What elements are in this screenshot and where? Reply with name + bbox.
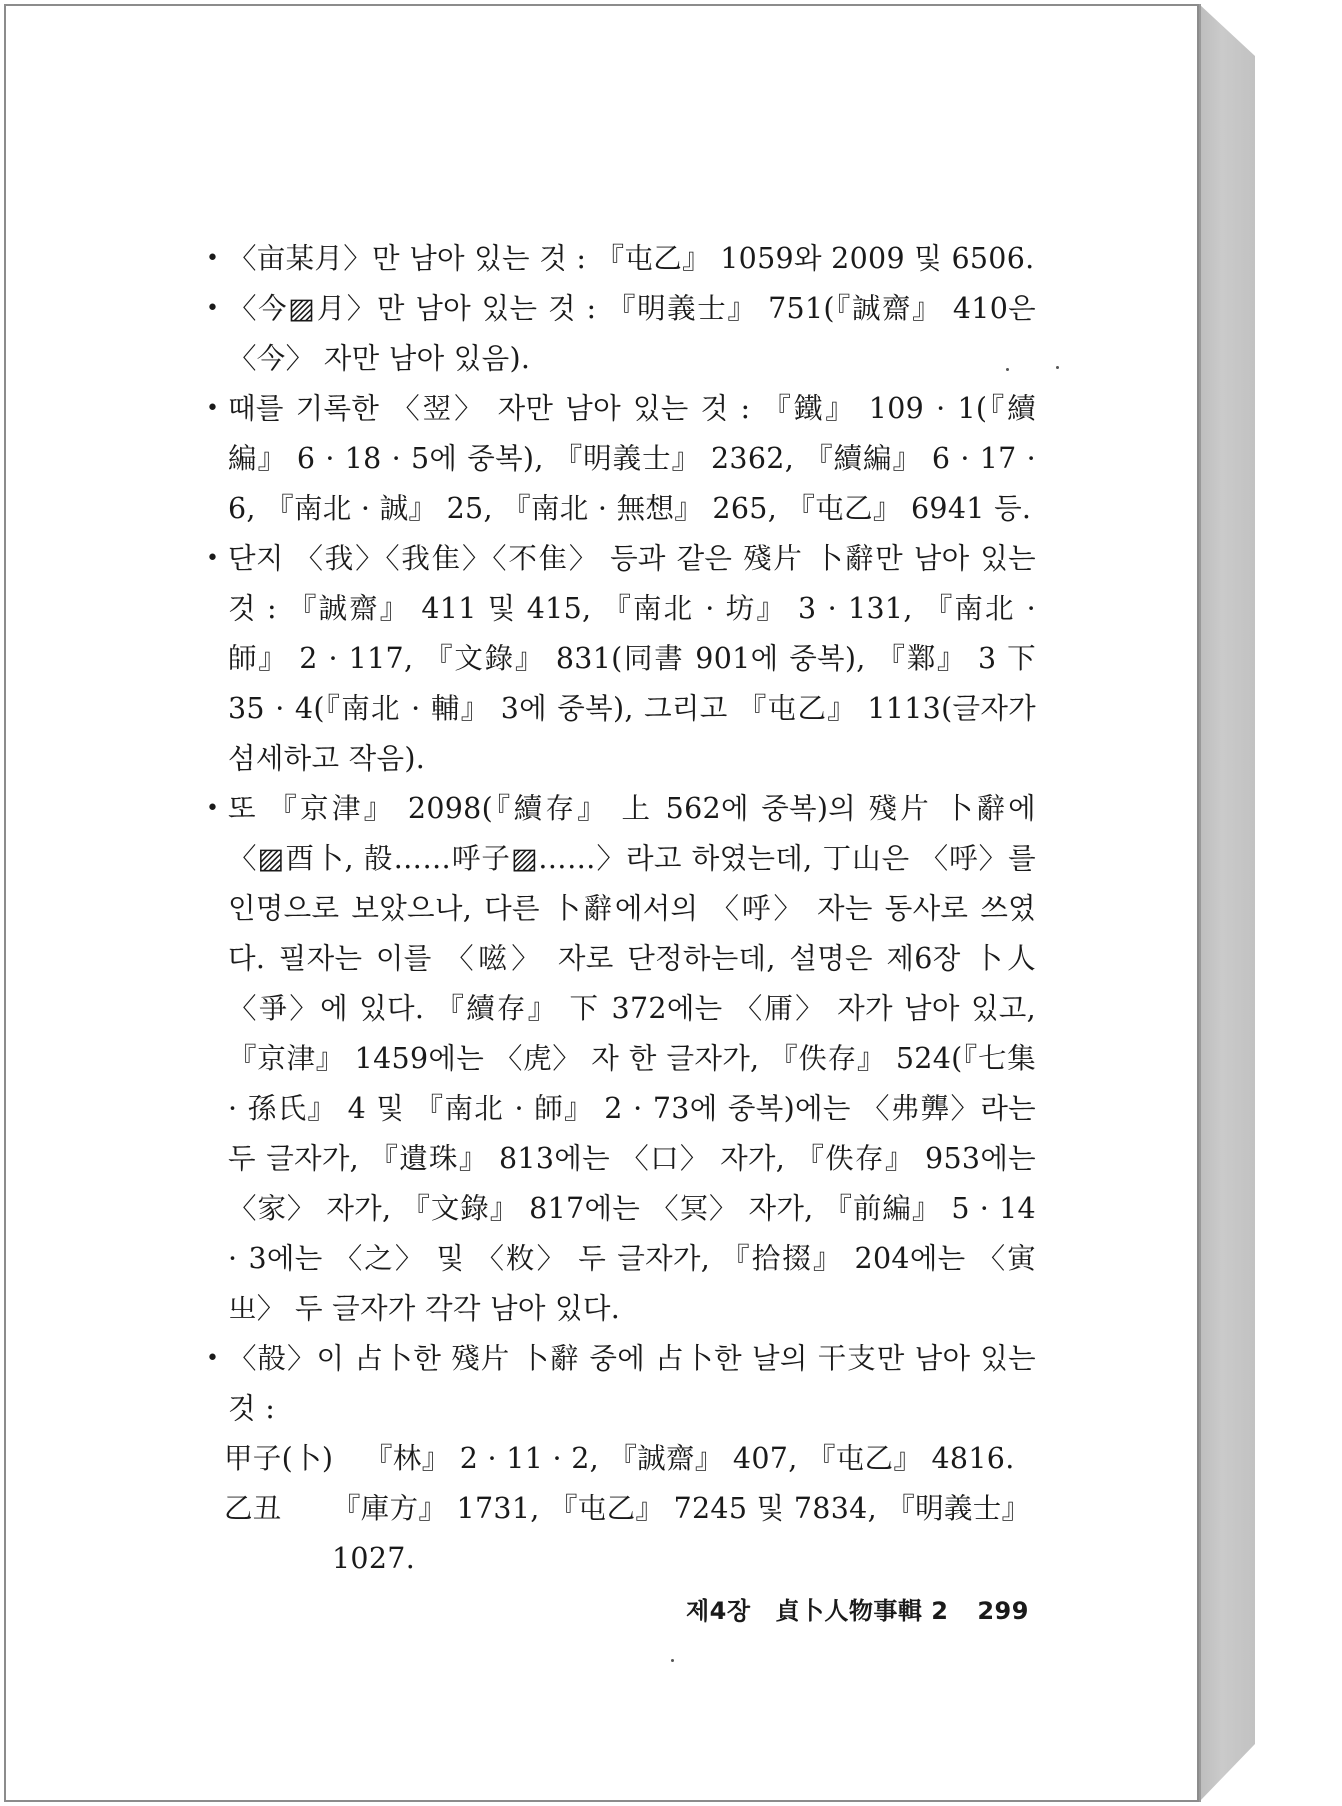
bullet-icon: • — [206, 396, 220, 421]
ganzhi-label: 甲子(卜) — [224, 1442, 334, 1475]
bullet-icon: • — [206, 246, 220, 271]
bullet-icon: • — [206, 1346, 220, 1371]
list-item — [206, 534, 1036, 784]
ganzhi-row — [206, 1434, 1036, 1484]
ganzhi-row — [206, 1484, 1036, 1584]
book-spine-edge — [1199, 4, 1201, 1802]
list-item — [206, 1334, 1036, 1434]
entry-text: 〈今▨月〉만 남아 있는 것 : 『明義士』 751(『誠齋』 410은 〈今〉 자만 남아 있음). — [228, 292, 1036, 375]
scan-speck — [671, 1659, 674, 1662]
book-spine — [1199, 4, 1255, 1802]
page-number: 299 — [977, 1597, 1029, 1625]
footer-title: 貞卜人物事輯 2 — [775, 1597, 949, 1625]
ganzhi-refs: 『林』 2 · 11 · 2, 『誠齋』 407, 『屯乙』 4816. — [364, 1442, 1015, 1475]
scan-speck — [1056, 366, 1059, 369]
list-item — [206, 784, 1036, 1334]
entry-text: 〈亩某月〉만 남아 있는 것 : 『屯乙』 1059와 2009 및 6506. — [228, 242, 1035, 275]
list-item — [206, 234, 1036, 284]
ganzhi-label: 乙丑 — [224, 1492, 282, 1525]
list-item — [206, 284, 1036, 384]
bullet-icon: • — [206, 546, 220, 571]
bullet-icon: • — [206, 296, 220, 321]
ganzhi-refs: 『庫方』 1731, 『屯乙』 7245 및 7834, 『明義士』 1027. — [332, 1492, 1031, 1575]
entry-text: 〈㱿〉이 占卜한 殘片 卜辭 중에 占卜한 날의 干支만 남아 있는 것 : — [228, 1342, 1036, 1425]
entry-text: 때를 기록한 〈翌〉 자만 남아 있는 것 : 『鐵』 109 · 1(『續編』 6 · 18 · 5에 중복), 『明義士』 2362, 『續編』 6 · 17 · 6, 『南北 · 誠』 25, 『南北 · 無想』 265, 『屯乙』 6941 등. — [228, 392, 1036, 525]
footer-chapter: 제4장 — [686, 1597, 751, 1625]
running-footer — [686, 1591, 1029, 1626]
list-item — [206, 384, 1036, 534]
entry-text: 단지 〈我〉〈我隹〉〈不隹〉 등과 같은 殘片 卜辭만 남아 있는 것 : 『誠齋』 411 및 415, 『南北 · 坊』 3 · 131, 『南北 · 師』 2 · 117, 『文錄』 831(同書 901에 중복), 『鄴』 3 下 35 · 4(『南北 · 輔』 3에 중복), 그리고 『屯乙』 1113(글자가 섬세하고 작음). — [228, 542, 1036, 775]
bullet-icon: • — [206, 796, 220, 821]
entry-text: 또 『京津』 2098(『續存』 上 562에 중복)의 殘片 卜辭에 〈▨酉卜, 㱿……呼子▨……〉라고 하였는데, 丁山은 〈呼〉를 인명으로 보았으나, 다른 卜辭에서의 〈呼〉 자는 동사로 쓰였다. 필자는 이를 〈嗞〉 자로 단정하는데, 설명은 제6장 卜人 〈爭〉에 있다. 『續存』 下 372에는 〈㕊〉 자가 남아 있고, 『京津』 1459에는 〈虎〉 자 한 글자가, 『佚存』 524(『七集 · 孫氏』 4 및 『南北 · 師』 2 · 73에 중복)에는 〈弗龏〉라는 두 글자가, 『遺珠』 813에는 〈口〉 자가, 『佚存』 953에는 〈家〉 자가, 『文錄』 817에는 〈冥〉 자가, 『前編』 5 · 14 · 3에는 〈之〉 및 〈敉〉 두 글자가, 『拾掇』 204에는 〈寅㞢〉 두 글자가 각각 남아 있다. — [228, 792, 1036, 1325]
page-body — [206, 234, 1036, 1584]
scan-speck — [1006, 368, 1009, 371]
book-page — [4, 4, 1199, 1802]
